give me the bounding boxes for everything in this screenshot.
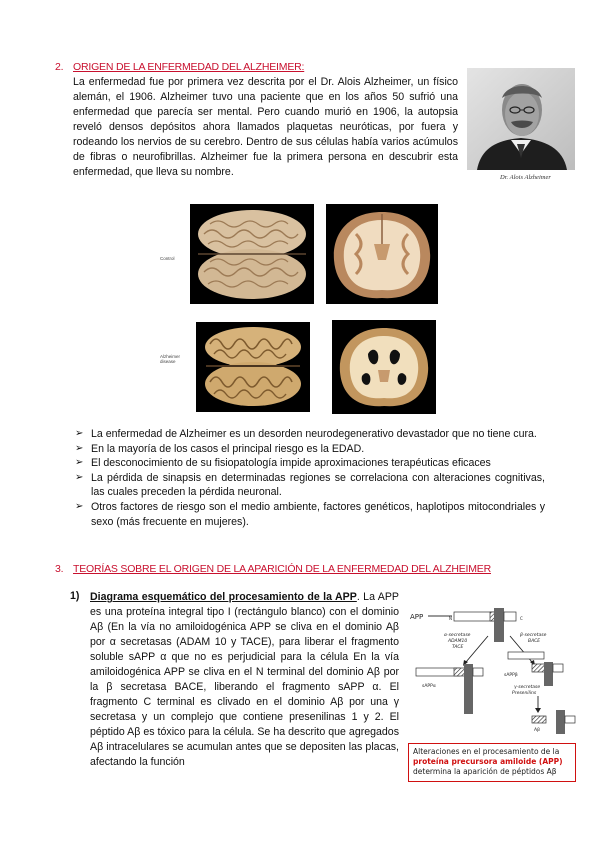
diagram-presenilins-label: Presenilins (512, 691, 537, 696)
bullet-arrow-icon: ➢ (75, 428, 84, 439)
alzheimer-brain-section-image (332, 320, 436, 414)
bullet-item: ➢ La enfermedad de Alzheimer es un desorden neurodegenerativo devastador que no tiene cura. (75, 428, 537, 440)
section-3-number: 3. (55, 563, 64, 575)
section-2-bullet-list (75, 427, 545, 529)
diagram-caption-post: determina la aparición de péptidos Aβ (413, 767, 557, 776)
item-title: Diagrama esquemático del procesamiento de la APP (90, 591, 357, 603)
diagram-bace-label: BACE (528, 639, 541, 644)
normal-brain-top-image (190, 204, 314, 304)
alzheimer-brain-label: Alzheimer disease (160, 354, 181, 364)
item-number: 1) (70, 590, 80, 602)
diagram-sappa-label: sAPPα (422, 684, 436, 689)
item-text: . La APP es una proteína integral tipo I (rectángulo blanco) con el dominio Aβ (En la vía no amiloidogénica APP se cliva en el dominio Aβ por α secretasas (ADAM 10 y TACE), para liberar el fragmento soluble sAPP α que no es perjudicial para la célula En la vía amiloidogénica APP se cliva en el N terminal del dominio Aβ por la β secretasa BACE, liberando el fragmento sAPP α. El fragmento C terminal es clivado en el dominio Aβ por una γ secretasa y un complejo que contiene presenilinas 1 y 2. El péptido Aβ es tóxico para la célula. Se ha descrito que agregados Aβ intracelulares se acumulan antes que se depositen las placas, afectando la función (90, 591, 399, 768)
alzheimer-brain-top-image (196, 322, 310, 412)
portrait-caption: Dr. Alois Alzheimer (500, 174, 551, 181)
section-2-heading (55, 61, 304, 73)
section-3-item-paragraph (90, 590, 399, 770)
bullet-arrow-icon: ➢ (75, 471, 84, 483)
brain-comparison-figure (160, 204, 440, 419)
diagram-caption-highlight: proteína precursora amiloide (APP) (413, 757, 563, 766)
bullet-item: ➢ Otros factores de riesgo son el medio ambiente, factores genéticos, haplotipos mitocondriales y sexo (más frecuente en mujeres). (75, 500, 545, 528)
bullet-arrow-icon: ➢ (75, 457, 84, 469)
diagram-alpha-label: α-secretase (444, 633, 471, 638)
diagram-c-label: C (520, 616, 523, 621)
diagram-app-label: APP (410, 613, 424, 621)
bullet-item: ➢ La pérdida de sinapsis en determinadas regiones se correlaciona con alteraciones cognitivas, las cuales preceden la pérdida neuronal. (75, 471, 545, 499)
section-3-heading (55, 563, 491, 575)
app-processing-diagram (408, 606, 580, 738)
section-2-title: ORIGEN DE LA ENFERMEDAD DEL ALZHEIMER: (73, 61, 305, 73)
diagram-adam-label: ADAM10 (448, 639, 468, 644)
diagram-beta-label: β-secretase (520, 633, 547, 638)
normal-brain-section-image (326, 204, 438, 304)
bullet-item: ➢ El desconocimiento de su fisiopatología impide aproximaciones terapéuticas eficaces (75, 457, 491, 470)
section-3-title: TEORÍAS SOBRE EL ORIGEN DE LA APARICIÓN DE LA ENFERMEDAD DEL ALZHEIMER (73, 563, 491, 575)
alzheimer-portrait (467, 68, 575, 170)
diagram-gamma-label: γ-secretase (514, 685, 541, 690)
bullet-arrow-icon: ➢ (75, 442, 84, 454)
section-2-number: 2. (55, 61, 64, 73)
diagram-sappb-label: sAPPβ (504, 673, 518, 678)
section-2-paragraph: La enfermedad fue por primera vez descrita por el Dr. Alois Alzheimer, un físico alemán, el 1906. Alzheimer tuvo una paciente que en los años 50 sufrió una enfermedad que parecía ser mental. Pero cuando murió en 1906, la autopsia reveló densos depósitos ahora llamados plaquetas neuróticas, por fuera y rodeando los nervios de su cerebro. Dentro de sus células había varios acúmulos de fibras o neurofibrillas. Alzheimer fue la primera persona en descubrir esta enfermedad, que lleva su nombre. (73, 76, 458, 178)
portrait-image (467, 68, 575, 170)
normal-brain-label: Control (160, 256, 175, 261)
diagram-caption-pre: Alteraciones en el procesamiento de la (413, 747, 560, 756)
diagram-abeta-label: Aβ (534, 728, 540, 733)
bullet-item: ➢ En la mayoría de los casos el principal riesgo es la EDAD. (75, 442, 365, 455)
bullet-arrow-icon: ➢ (75, 500, 84, 512)
diagram-n-label: N (449, 616, 452, 621)
diagram-caption (408, 743, 576, 782)
diagram-tace-label: TACE (452, 645, 464, 650)
